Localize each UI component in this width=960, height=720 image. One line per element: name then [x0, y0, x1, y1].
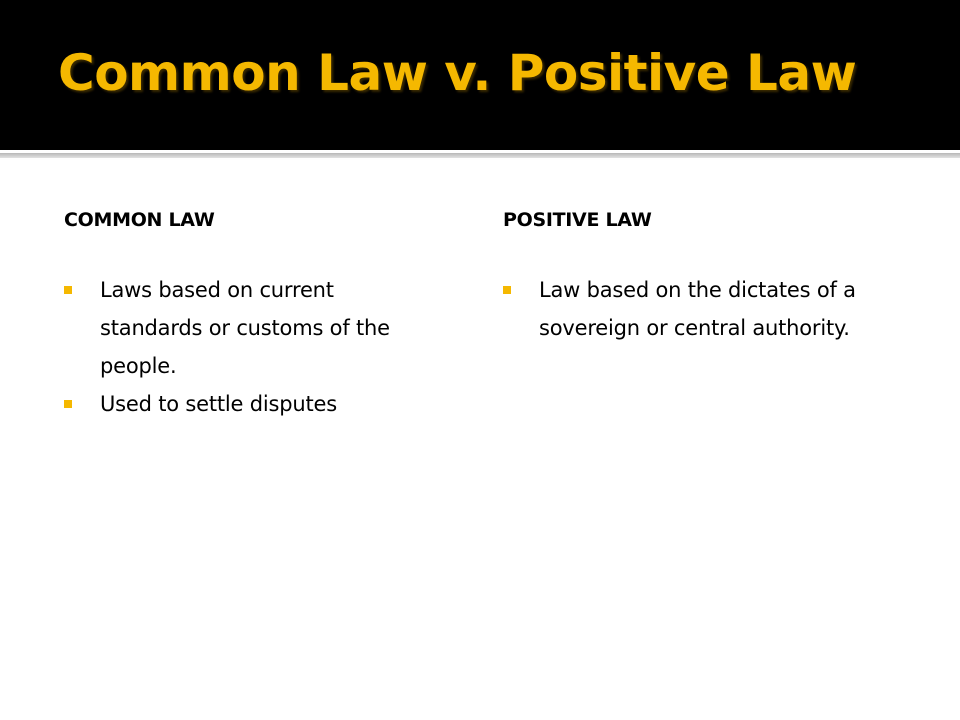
bullet-item [64, 271, 434, 385]
common-law-bullet-list [64, 271, 434, 423]
bullet-text: Law based on the dictates of a sovereign or central authority. [539, 278, 856, 340]
square-bullet-icon [64, 286, 72, 294]
title-divider [0, 153, 960, 158]
positive-law-bullet-list [503, 271, 873, 347]
bullet-text: Laws based on current standards or customs of the people. [100, 278, 390, 378]
square-bullet-icon [503, 286, 511, 294]
bullet-text: Used to settle disputes [100, 392, 337, 416]
slide-title: Common Law v. Positive Law [58, 44, 857, 102]
common-law-heading: COMMON LAW [64, 209, 215, 231]
square-bullet-icon [64, 400, 72, 408]
positive-law-heading: POSITIVE LAW [503, 209, 652, 231]
positive-law-column [503, 205, 873, 340]
bullet-item [503, 271, 873, 347]
bullet-item [64, 385, 434, 423]
title-bar [0, 0, 960, 150]
common-law-column [64, 205, 434, 416]
